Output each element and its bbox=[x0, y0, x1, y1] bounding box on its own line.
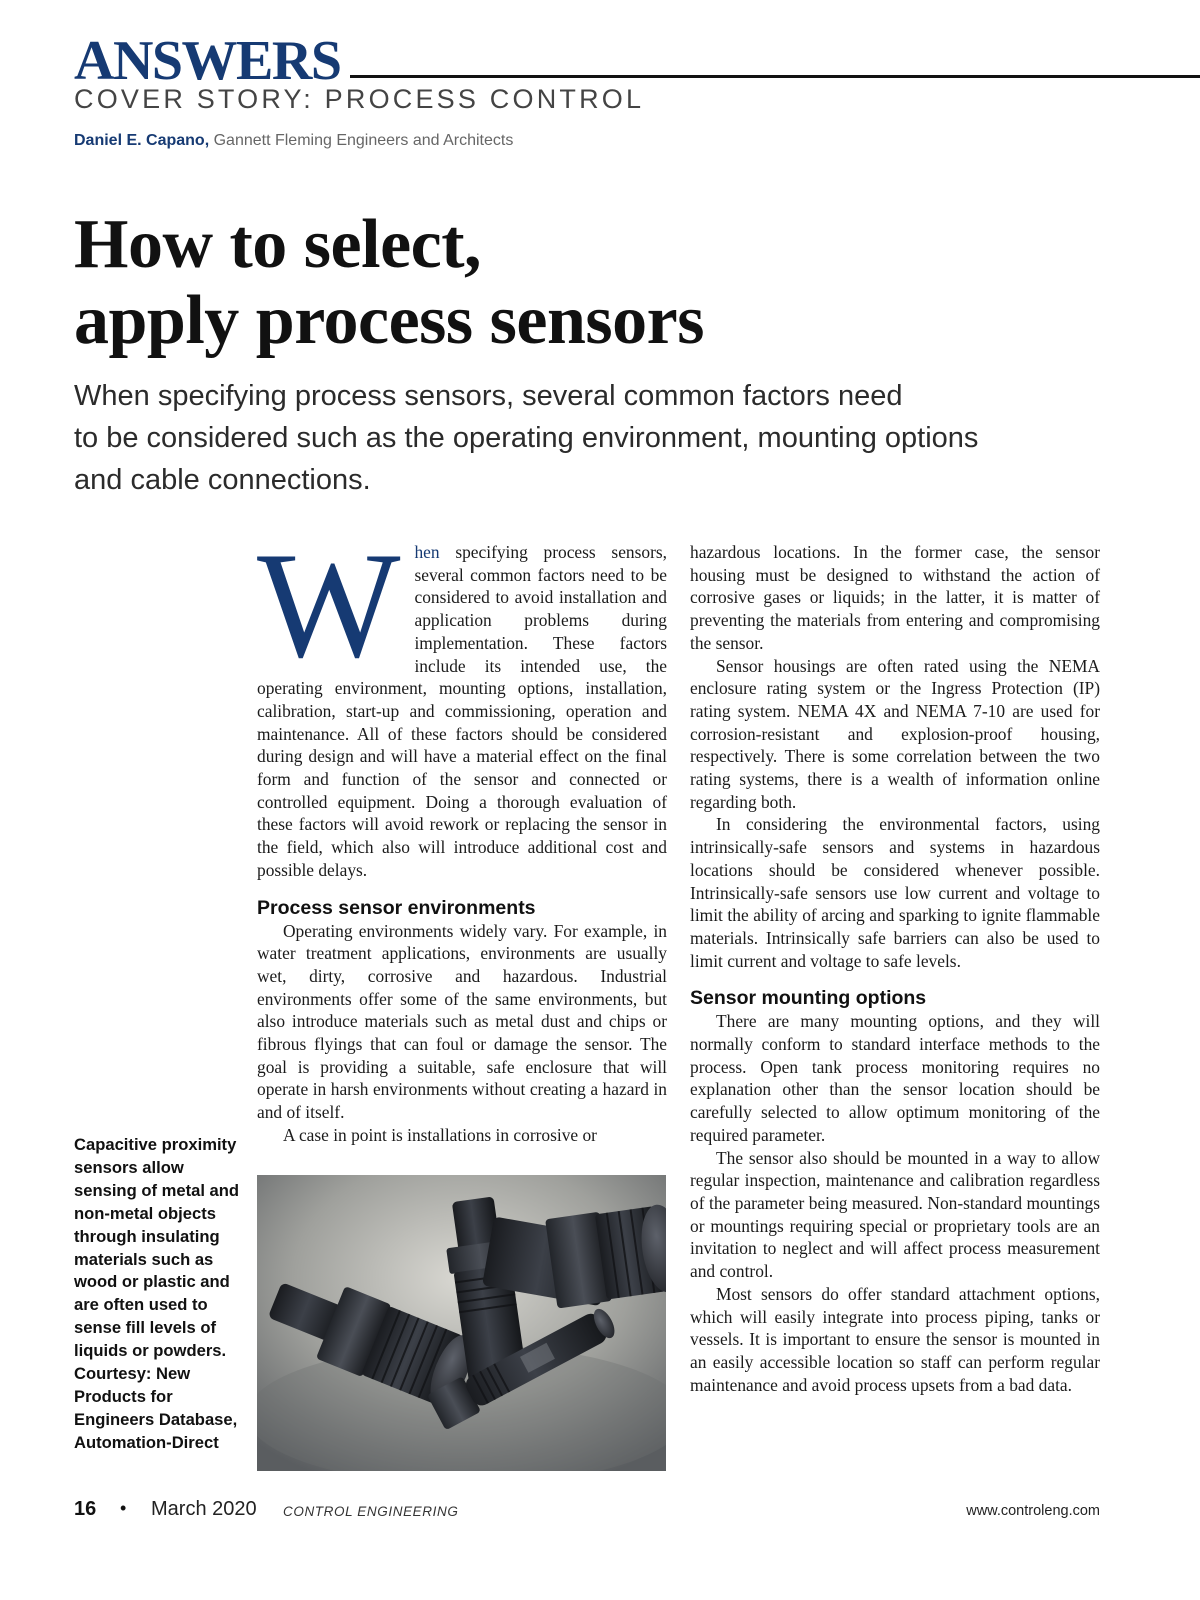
body-paragraph: Operating environments widely vary. For example, in water treatment applications, environments are usually wet, dirty, corrosive and hazardous. Industrial environments offer some of the same environments, but also introduce materials such as metal dust and chips or fibrous flyings that can foul or damage the sensor. The goal is providing a suitable, safe enclosure that will operate in harsh environments without creating a hazard in and of itself. bbox=[257, 920, 667, 1123]
figure-caption: Capacitive proximity sensors allow sensing of metal and non-metal objects through insulating materials such as wood or plastic and are often used to sense fill levels of liquids or powders. Courtesy: New Products for Engineers Database, Automation-Direct bbox=[74, 1135, 240, 1452]
header-rule bbox=[350, 75, 1200, 78]
author-affiliation: Gannett Fleming Engineers and Architects bbox=[213, 132, 514, 149]
subheading-mounting: Sensor mounting options bbox=[690, 987, 927, 1010]
section-label: ANSWERS bbox=[74, 30, 341, 92]
deck-line: When specifying process sensors, several common factors need bbox=[74, 380, 903, 412]
intro-first-word: hen bbox=[414, 542, 440, 562]
issue-date: March 2020 bbox=[151, 1498, 257, 1520]
magazine-name: CONTROL ENGINEERING bbox=[283, 1504, 459, 1519]
body-paragraph: Most sensors do offer standard attachment options, which will easily integrate into process piping, tanks or vessels. It is important to ensure the sensor is mounted in an easily accessible location so staff can perform regular maintenance and avoid process upsets from a bad data. bbox=[690, 1283, 1100, 1395]
drop-cap: W bbox=[257, 521, 401, 689]
body-paragraph: There are many mounting options, and they will normally conform to standard interface methods to the process. Open tank process monitoring requires no explanation other than the sensor location should be carefully selected to allow optimum monitoring of the required parameter. bbox=[690, 1011, 1100, 1145]
body-paragraph: A case in point is installations in corrosive or bbox=[283, 1124, 597, 1145]
column-2 bbox=[690, 541, 1100, 1396]
headline-line: How to select, bbox=[74, 206, 482, 283]
body-paragraph: Sensor housings are often rated using the NEMA enclosure rating system or the Ingress Protection (IP) rating system. NEMA 4X and NEMA 7-10 are used for corrosion-resistant and explosion-proof housing, respectively. There is some correlation between the two rating systems, there is a wealth of information online regarding both. bbox=[690, 655, 1100, 812]
body-paragraph: hazardous locations. In the former case, the sensor housing must be designed to withstand the action of corrosive gases or liquids; in the latter, it is matter of preventing the materials from entering and compromising the sensor. bbox=[690, 542, 1100, 653]
website-url: www.controleng.com bbox=[966, 1503, 1100, 1519]
headline-line: apply process sensors bbox=[74, 282, 704, 359]
author-name: Daniel E. Capano, bbox=[74, 132, 210, 149]
body-paragraph: In considering the environmental factors, using intrinsically-safe sensors and systems in hazardous locations should be considered whenever possible. Intrinsically-safe sensors use low current and voltage to limit the ability of arcing and sparking to ignite flammable materials. Intrinsically safe barriers can also be used to limit current and voltage to safe levels. bbox=[690, 814, 1100, 971]
headline bbox=[74, 207, 1074, 359]
subheading-environments: Process sensor environments bbox=[257, 896, 536, 919]
kicker: COVER STORY: PROCESS CONTROL bbox=[74, 84, 645, 114]
column-1 bbox=[257, 521, 667, 1147]
deck bbox=[74, 375, 1114, 501]
page-number: 16 bbox=[74, 1498, 97, 1520]
deck-line: and cable connections. bbox=[74, 464, 371, 496]
body-paragraph: The sensor also should be mounted in a way to allow regular inspection, maintenance and calibration regardless of the parameter being measured. Non-standard mountings or mountings requiring special or proprietary tools are an invitation to neglect and will affect process measurement and control. bbox=[690, 1147, 1100, 1282]
byline bbox=[74, 131, 513, 151]
intro-text: specifying process sensors, several common factors need to be considered to avoid installation and application problems during implementation. These factors include its intended use, the operating environment, mounting options, installation, calibration, start-up and commissioning, operation and maintenance. All of these factors should be considered during design and will have a material effect on the final form and function of the sensor and connected or controlled equipment. Doing a thorough evaluation of these factors will avoid rework or replacing the sensor in the field, which also will introduce additional cost and possible delays. bbox=[257, 542, 667, 880]
deck-line: to be considered such as the operating environment, mounting options bbox=[74, 422, 979, 454]
sensor-photo bbox=[257, 1175, 666, 1471]
footer-bullet: • bbox=[120, 1498, 127, 1518]
